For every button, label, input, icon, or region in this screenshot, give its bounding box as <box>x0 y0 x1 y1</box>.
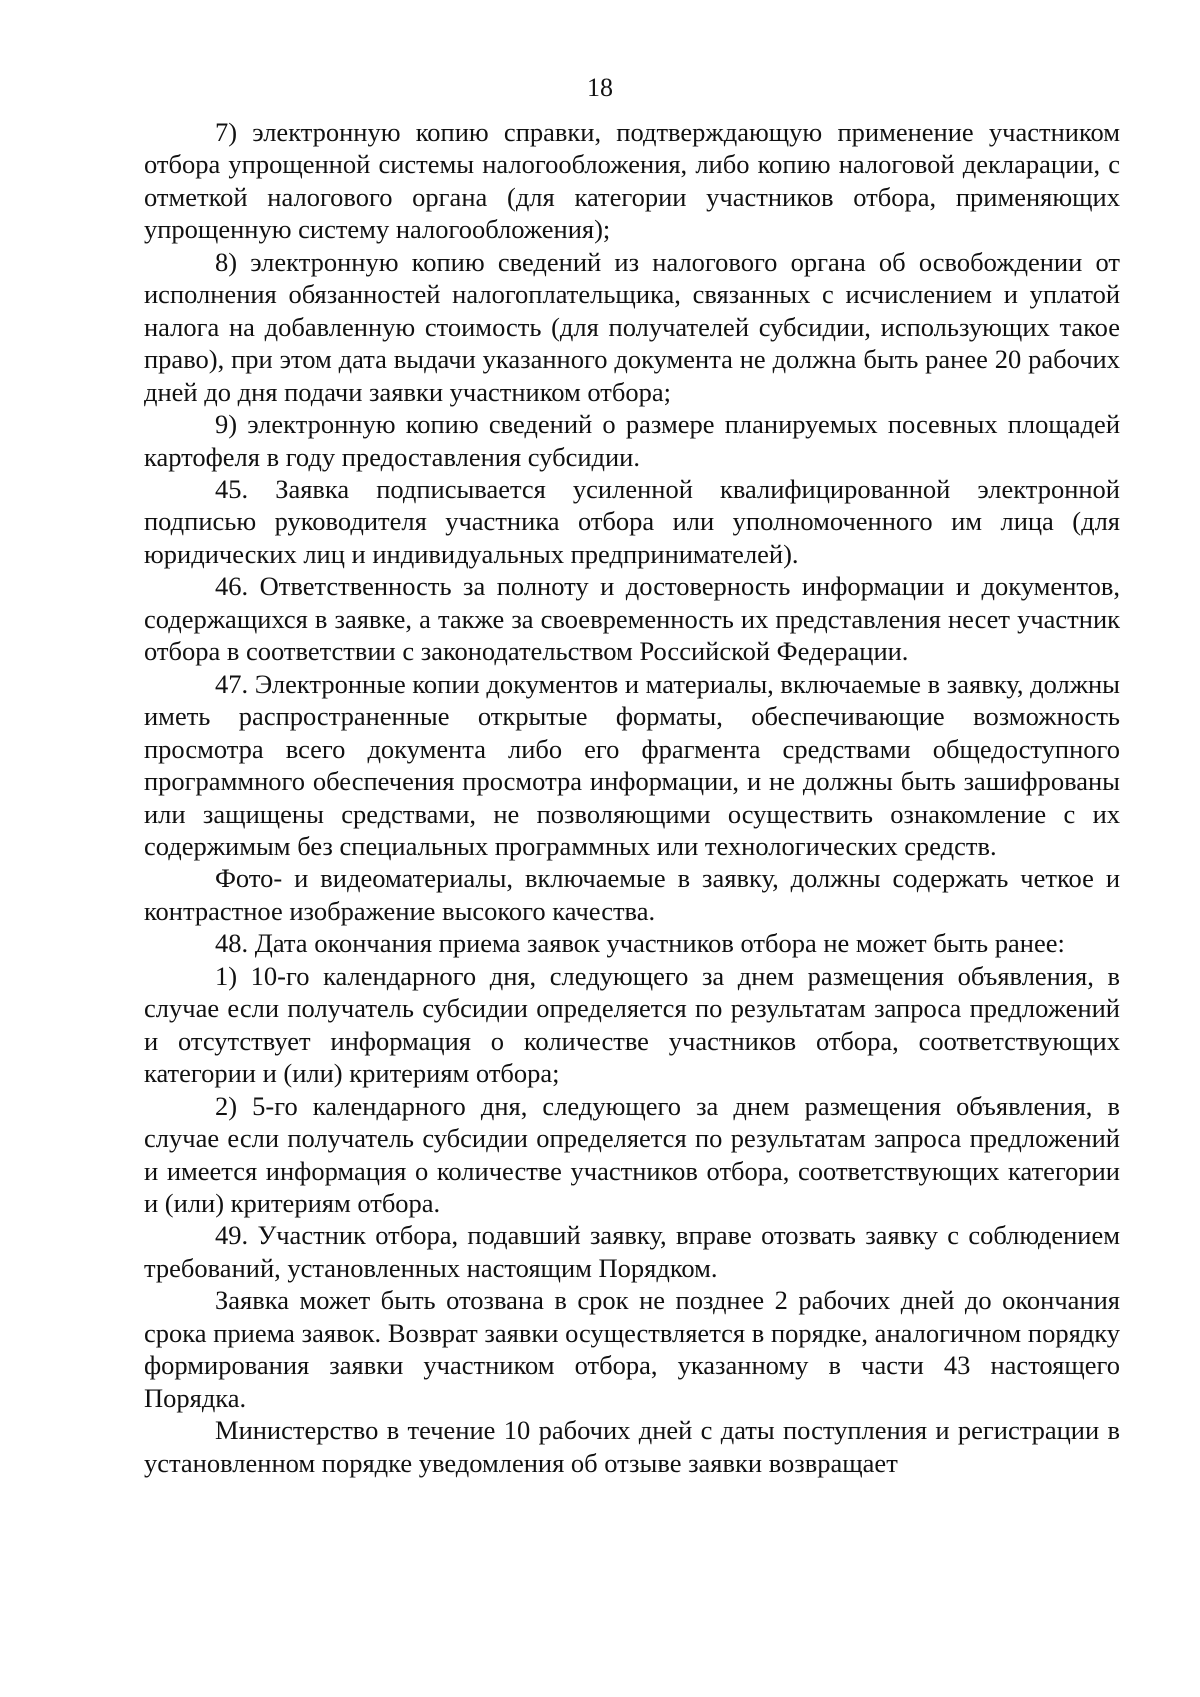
paragraph-item-9: 9) электронную копию сведений о размере планируемых посевных площадей картофеля в году предоставления субсидии. <box>144 409 1120 472</box>
paragraph-ministry-return: Министерство в течение 10 рабочих дней с даты поступления и регистрации в установленном порядке уведомления об отзыве заявки возвращает <box>144 1415 1120 1478</box>
paragraph-photo-video: Фото- и видеоматериалы, включаемые в заявку, должны содержать четкое и контрастное изображение высокого качества. <box>144 863 1120 926</box>
paragraph-section-47: 47. Электронные копии документов и материалы, включаемые в заявку, должны иметь распространенные открытые форматы, обеспечивающие возможность просмотра всего документа либо его фрагмента средствами общедоступного программного обеспечения просмотра информации, и не должны быть зашифрованы или защищены средствами, не позволяющими осуществить ознакомление с их содержимым без специальных программных или технологических средств. <box>144 668 1120 861</box>
paragraph-item-8: 8) электронную копию сведений из налогового органа об освобождении от исполнения обязанностей налогоплательщика, связанных с исчислением и уплатой налога на добавленную стоимость (для получателей субсидии, использующих такое право), при этом дата выдачи указанного документа не должна быть ранее 20 рабочих дней до дня подачи заявки участником отбора; <box>144 246 1120 407</box>
page-number: 18 <box>587 73 613 102</box>
paragraph-section-48-item-1: 1) 10-го календарного дня, следующего за днем размещения объявления, в случае если получатель субсидии определяется по результатам запроса предложений и отсутствует информация о количестве участников отбора, соответствующих категории и (или) критериям отбора; <box>144 960 1120 1089</box>
paragraph-section-48-item-2: 2) 5-го календарного дня, следующего за днем размещения объявления, в случае если получатель субсидии определяется по результатам запроса предложений и имеется информация о количестве участников отбора, соответствующих категории и (или) критериям отбора. <box>144 1090 1120 1218</box>
paragraph-section-46: 46. Ответственность за полноту и достоверность информации и документов, содержащихся в заявке, а также за своевременность их представления несет участник отбора в соответствии с законодательством Российской Федерации. <box>144 571 1120 667</box>
paragraph-withdrawal-deadline: Заявка может быть отозвана в срок не позднее 2 рабочих дней до окончания срока приема заявок. Возврат заявки осуществляется в порядке, аналогичном порядку формирования заявки участником отбора, указанному в части 43 настоящего Порядка. <box>144 1285 1120 1413</box>
paragraph-item-7: 7) электронную копию справки, подтверждающую применение участником отбора упрощенной системы налогообложения, либо копию налоговой декларации, с отметкой налогового органа (для категории участников отбора, применяющих упрощенную систему налогообложения); <box>144 117 1120 245</box>
paragraph-section-45: 45. Заявка подписывается усиленной квалифицированной электронной подписью руководителя участника отбора или уполномоченного им лица (для юридических лиц и индивидуальных предпринимателей). <box>144 473 1120 569</box>
paragraph-section-48: 48. Дата окончания приема заявок участников отбора не может быть ранее: <box>215 928 1065 959</box>
paragraph-section-49: 49. Участник отбора, подавший заявку, вправе отозвать заявку с соблюдением требований, установленных настоящим Порядком. <box>144 1220 1120 1283</box>
document-body <box>144 116 1120 1479</box>
